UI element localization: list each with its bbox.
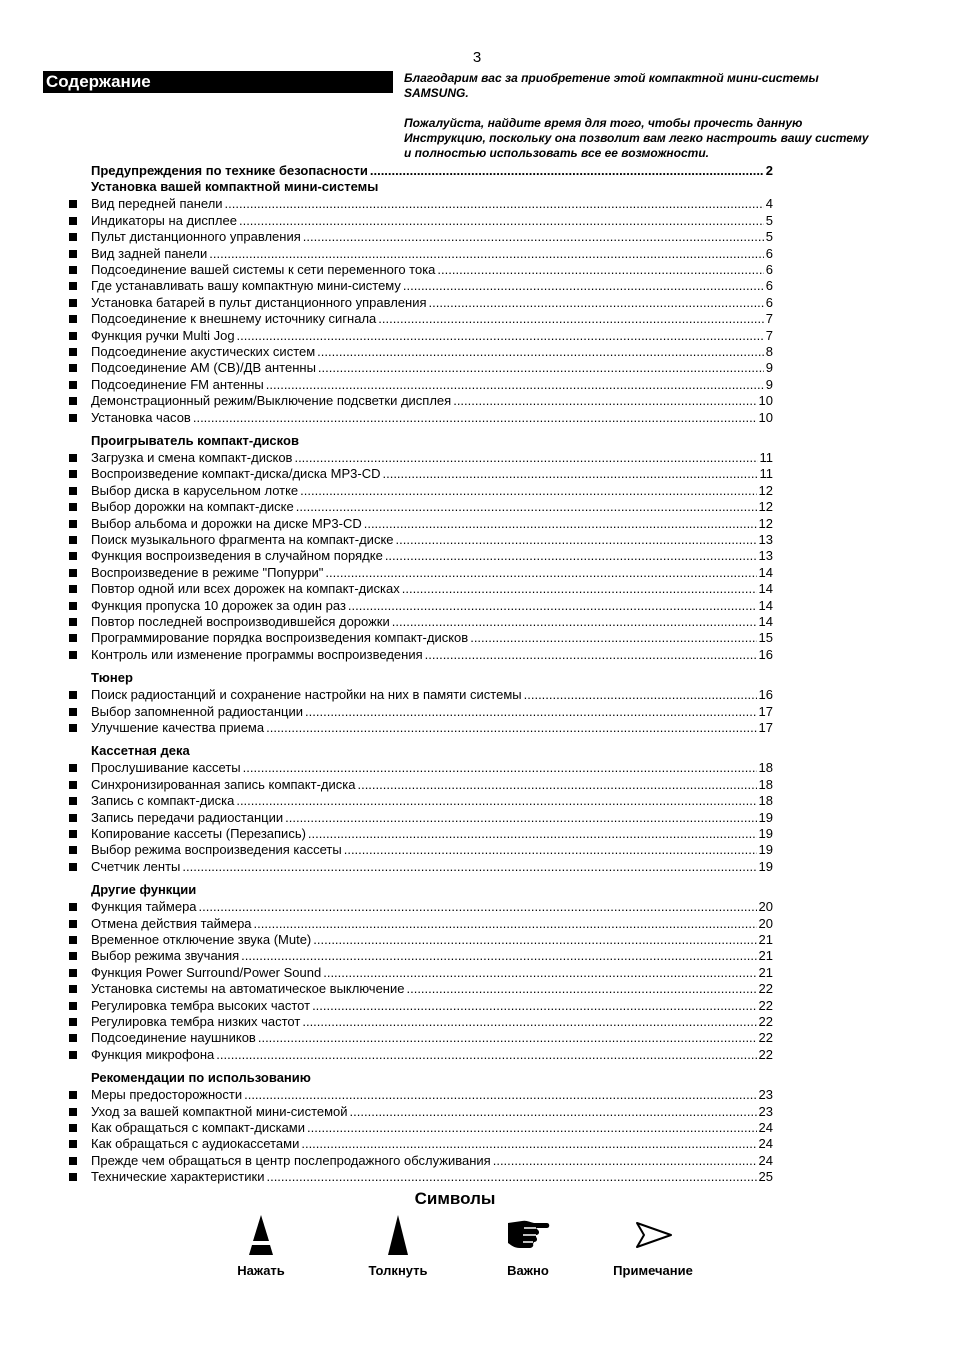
toc-entry-title: Установка часов [91, 409, 191, 425]
toc-page-number: 19 [758, 809, 773, 825]
toc-page-number: 7 [765, 311, 773, 327]
toc-entry-title: Пульт дистанционного управления [91, 229, 301, 245]
toc-section-heading: Проигрыватель компакт-дисков [91, 433, 299, 448]
toc-dot-leader [266, 720, 756, 736]
toc-page-number: 17 [758, 720, 773, 735]
intro-paragraph-1: Благодарим вас за приобретение этой компактной мини-системы SAMSUNG. [404, 71, 819, 100]
toc-dot-leader [429, 295, 764, 311]
toc-dot-leader [364, 516, 757, 532]
toc-entry [91, 548, 773, 564]
toc-entry-title: Функция ручки Multi Jog [91, 327, 235, 343]
toc-page-number: 18 [758, 793, 773, 809]
toc-entry [91, 965, 773, 981]
toc-page-number: 19 [758, 858, 773, 874]
toc-entry [91, 213, 773, 229]
press-icon [249, 1215, 273, 1257]
bullet-icon [69, 846, 77, 854]
page-title: Содержание [43, 71, 393, 93]
bullet-icon [69, 470, 77, 478]
push-icon [386, 1215, 410, 1257]
toc-dot-leader [254, 916, 757, 932]
bullet-icon [69, 781, 77, 789]
toc-entry-title: Уход за вашей компактной мини-системой [91, 1103, 348, 1119]
toc-entry-title: Выбор режима звучания [91, 948, 240, 964]
toc-page-number: 12 [758, 482, 773, 498]
bullet-icon [69, 585, 77, 593]
toc-page-number: 12 [758, 515, 773, 531]
toc-dot-leader [318, 360, 764, 376]
toc-entry-title: Подсоединение наушников [91, 1030, 256, 1046]
toc-entry-title: Установка системы на автоматическое выключение [91, 981, 405, 997]
bullet-icon [69, 920, 77, 928]
toc-dot-leader [239, 213, 764, 229]
bullet-icon [69, 814, 77, 822]
toc-dot-leader [437, 262, 763, 278]
toc-dot-leader [193, 410, 757, 426]
symbol-label-important: Важно [507, 1263, 549, 1278]
toc-entry [91, 1047, 773, 1063]
toc-entry [91, 196, 773, 212]
toc-dot-leader [244, 1087, 756, 1103]
toc-entry [91, 793, 773, 809]
bullet-icon [69, 233, 77, 241]
toc-page-number: 5 [765, 212, 773, 228]
toc-entry [91, 598, 773, 614]
toc-dot-leader [493, 1153, 757, 1169]
toc-page-number: 6 [765, 278, 773, 294]
bullet-icon [69, 969, 77, 977]
symbol-important [496, 1215, 560, 1278]
toc-entry-title: Выбор режима воспроизведения кассеты [91, 842, 342, 858]
toc-page-number: 21 [758, 932, 773, 947]
toc-dot-leader [258, 1030, 757, 1046]
toc-page-number: 9 [765, 376, 773, 392]
toc-entry [91, 1014, 773, 1030]
toc-entry [91, 262, 773, 278]
toc-entry [91, 565, 773, 581]
toc-entry-title: Контроль или изменение программы воспроизведения [91, 646, 423, 662]
bullet-icon [69, 1140, 77, 1148]
bullet-icon [69, 952, 77, 960]
toc-entry [91, 777, 773, 793]
toc-entry [91, 1153, 773, 1169]
bullet-icon [69, 618, 77, 626]
bullet-icon [69, 724, 77, 732]
toc-entry [91, 410, 773, 426]
toc-dot-leader [524, 687, 757, 703]
toc-page-number: 24 [758, 1120, 773, 1135]
toc-dot-leader [308, 826, 757, 842]
toc-dot-leader [323, 965, 756, 981]
toc-dot-leader [370, 163, 764, 179]
bullet-icon [69, 634, 77, 642]
toc-dot-leader [406, 981, 756, 997]
bullet-icon [69, 536, 77, 544]
toc-page-number: 16 [758, 687, 773, 703]
toc-entry [91, 704, 773, 720]
toc-page-number: 22 [758, 997, 773, 1013]
toc-entry-title: Воспроизведение компакт-диска/диска MP3-CD [91, 466, 381, 482]
toc-dot-leader [266, 1169, 756, 1185]
bullet-icon [69, 503, 77, 511]
toc-dot-leader [199, 899, 757, 915]
toc-entry-title: Как обращаться с аудиокассетами [91, 1136, 300, 1152]
toc-entry-title: Выбор альбома и дорожки на диске MP3-CD [91, 515, 362, 531]
toc-page-number: 24 [758, 1136, 773, 1152]
toc-entry-title: Подсоединение вашей системы к сети переменного тока [91, 262, 436, 277]
toc-entry-title: Счетчик ленты [91, 858, 181, 874]
bullet-icon [69, 985, 77, 993]
toc-dot-leader [313, 932, 756, 948]
toc-page-number: 10 [758, 409, 773, 425]
toc-entry [91, 466, 773, 482]
toc-page-number: 20 [758, 899, 773, 915]
toc-page-number: 10 [758, 393, 773, 409]
toc-page-number: 22 [758, 1046, 773, 1062]
toc-dot-leader [392, 614, 757, 630]
toc-page-number: 4 [765, 196, 773, 212]
bullet-icon [69, 487, 77, 495]
toc-entry [91, 859, 773, 875]
bullet-icon [69, 397, 77, 405]
bullet-icon [69, 764, 77, 772]
bullet-icon [69, 454, 77, 462]
toc-entry-title: Функция воспроизведения в случайном порядке [91, 548, 383, 564]
toc-entry-title: Копирование кассеты (Перезапись) [91, 826, 306, 841]
toc-section-heading: Рекомендации по использованию [91, 1070, 311, 1086]
bullet-icon [69, 299, 77, 307]
toc-dot-leader [307, 1120, 757, 1136]
bullet-icon [69, 520, 77, 528]
bullet-icon [69, 332, 77, 340]
toc-entry [91, 1104, 773, 1120]
toc-dot-leader [344, 842, 757, 858]
toc-entry [91, 760, 773, 776]
toc-dot-leader [209, 246, 763, 262]
toc-entry [91, 581, 773, 597]
toc-page-number: 6 [765, 245, 773, 261]
toc-entry [91, 328, 773, 344]
toc-entry [91, 948, 773, 964]
toc-entry-title: Технические характеристики [91, 1169, 265, 1185]
toc-entry [91, 1169, 773, 1185]
toc-page-number: 14 [758, 597, 773, 613]
bullet-icon [69, 282, 77, 290]
toc-entry [91, 499, 773, 515]
toc-entry-title: Подсоединение акустических систем [91, 344, 316, 359]
toc-entry [91, 278, 773, 294]
toc-dot-leader [243, 760, 757, 776]
toc-page-number: 17 [758, 703, 773, 719]
bullet-icon [69, 552, 77, 560]
toc-page-number: 19 [758, 842, 773, 858]
toc-page-number: 12 [758, 499, 773, 515]
bullet-icon [69, 414, 77, 422]
toc-entry-title: Прослушивание кассеты [91, 760, 241, 776]
bullet-icon [69, 863, 77, 871]
bullet-icon [69, 1108, 77, 1116]
toc-dot-leader [285, 810, 756, 826]
bullet-icon [69, 569, 77, 577]
toc-entry-title: Функция таймера [91, 899, 197, 915]
toc-entry-title: Демонстрационный режим/Выключение подсветки дисплея [91, 393, 452, 409]
toc-entry-title: Регулировка тембра высоких частот [91, 997, 311, 1013]
symbol-push [358, 1215, 438, 1278]
toc-entry [91, 311, 773, 327]
toc-page-number: 22 [758, 981, 773, 997]
toc-dot-leader [312, 998, 756, 1014]
toc-section-heading: Кассетная дека [91, 743, 190, 759]
toc-page-number: 9 [765, 360, 773, 376]
toc-section-heading: Установка вашей компактной мини-системы [91, 179, 379, 195]
toc-entry-title: Запись с компакт-диска [91, 793, 235, 809]
page-number: 3 [472, 49, 482, 66]
toc-dot-leader [453, 393, 756, 409]
toc-entry-title: Улучшение качества приема [91, 720, 265, 735]
bullet-icon [69, 651, 77, 659]
toc-entry-title: Подсоединение АМ (СВ)/ДВ антенны [91, 360, 316, 376]
toc-dot-leader [241, 948, 756, 964]
toc-dot-leader [357, 777, 756, 793]
toc-dot-leader [294, 450, 757, 466]
toc-entry-title: Вид передней панели [91, 196, 223, 212]
toc-entry-title: Поиск радиостанций и сохранение настройки на них в памяти системы [91, 687, 522, 703]
toc-dot-leader [402, 581, 757, 597]
toc-entry [91, 344, 773, 360]
toc-entry-title: Предупреждения по технике безопасности [91, 163, 368, 178]
toc-entry [91, 295, 773, 311]
toc-entry-title: Где устанавливать вашу компактную мини-систему [91, 278, 401, 294]
toc-entry [91, 532, 773, 548]
bullet-icon [69, 903, 77, 911]
toc-entry [91, 360, 773, 376]
bullet-icon [69, 217, 77, 225]
toc-dot-leader [403, 278, 764, 294]
toc-entry [91, 483, 773, 499]
toc-entry-title: Регулировка тембра низких частот [91, 1014, 301, 1029]
toc-page-number: 14 [758, 581, 773, 597]
symbol-press [226, 1215, 296, 1278]
symbol-label-push: Толкнуть [368, 1263, 428, 1278]
toc-page-number: 19 [758, 826, 773, 841]
toc-entry [91, 720, 773, 736]
toc-entry [91, 981, 773, 997]
toc-entry [91, 393, 773, 409]
toc-dot-leader [350, 1104, 757, 1120]
toc-page-number: 11 [759, 466, 773, 482]
toc-dot-leader [296, 499, 757, 515]
toc-page-number: 14 [758, 614, 773, 629]
toc-section-heading: Тюнер [91, 670, 133, 686]
toc-entry [91, 163, 773, 179]
toc-entry-title: Программирование порядка воспроизведения компакт-дисков [91, 630, 469, 646]
toc-entry-title: Синхронизированная запись компакт-диска [91, 776, 356, 792]
toc-entry-title: Поиск музыкального фрагмента на компакт-диске [91, 532, 394, 547]
bullet-icon [69, 797, 77, 805]
toc-entry-title: Выбор запомненной радиостанции [91, 703, 304, 719]
toc-page-number: 23 [758, 1103, 773, 1119]
toc-entry [91, 842, 773, 858]
toc-entry [91, 1087, 773, 1103]
toc-entry-title: Функция Power Surround/Power Sound [91, 964, 322, 980]
bullet-icon [69, 1124, 77, 1132]
toc-page-number: 21 [758, 948, 773, 964]
toc-entry-title: Функция микрофона [91, 1046, 215, 1062]
toc-entry [91, 647, 773, 663]
symbols-title: Символы [414, 1189, 496, 1208]
toc-entry [91, 450, 773, 466]
toc-entry-title: Повтор последней воспроизводившейся дорожки [91, 614, 390, 629]
toc-page-number: 25 [758, 1169, 773, 1185]
toc-entry-title: Временное отключение звука (Mute) [91, 932, 312, 947]
toc-dot-leader [300, 483, 756, 499]
symbol-note [603, 1215, 703, 1278]
toc-entry-title: Повтор одной или всех дорожек на компакт-дисках [91, 581, 400, 597]
symbol-label-press: Нажать [237, 1263, 285, 1278]
toc-page-number: 24 [758, 1152, 773, 1168]
toc-page-number: 8 [765, 344, 773, 359]
toc-entry-title: Установка батарей в пульт дистанционного управления [91, 294, 427, 310]
toc-page-number: 16 [758, 646, 773, 662]
toc-page-number: 15 [758, 630, 773, 646]
toc-entry [91, 810, 773, 826]
bullet-icon [69, 1173, 77, 1181]
toc-entry-title: Меры предосторожности [91, 1087, 243, 1103]
bullet-icon [69, 708, 77, 716]
toc-entry [91, 229, 773, 245]
bullet-icon [69, 602, 77, 610]
toc-entry-title: Подсоединение к внешнему источнику сигнала [91, 311, 377, 327]
toc-dot-leader [216, 1047, 756, 1063]
bullet-icon [69, 1051, 77, 1059]
toc-entry [91, 614, 773, 630]
bullet-icon [69, 1157, 77, 1165]
bullet-icon [69, 691, 77, 699]
bullet-icon [69, 1091, 77, 1099]
toc-dot-leader [266, 377, 764, 393]
toc-dot-leader [236, 793, 756, 809]
bullet-icon [69, 1002, 77, 1010]
bullet-icon [69, 936, 77, 944]
toc-page-number: 20 [758, 915, 773, 931]
toc-entry [91, 1030, 773, 1046]
toc-entry [91, 899, 773, 915]
toc-dot-leader [302, 1014, 756, 1030]
toc-dot-leader [382, 466, 757, 482]
toc-page-number: 5 [765, 229, 773, 245]
toc-dot-leader [348, 598, 757, 614]
toc-page-number: 22 [758, 1030, 773, 1046]
toc-dot-leader [470, 630, 756, 646]
symbol-label-note: Примечание [613, 1263, 693, 1278]
bullet-icon [69, 364, 77, 372]
toc-page-number: 23 [758, 1087, 773, 1103]
bullet-icon [69, 1018, 77, 1026]
toc-page-number: 7 [765, 327, 773, 343]
toc-entry [91, 377, 773, 393]
toc-dot-leader [396, 532, 757, 548]
intro-paragraph-2: Пожалуйста, найдите время для того, чтобы прочесть данную Инструкцию, поскольку она позволит вам легко настроить вашу систему и полностью использовать все ее возможности. [404, 116, 869, 160]
toc-page-number: 21 [758, 964, 773, 980]
toc-page-number: 14 [758, 564, 773, 580]
toc-entry [91, 998, 773, 1014]
toc-page-number: 6 [765, 294, 773, 310]
toc-dot-leader [317, 344, 764, 360]
toc-entry-title: Выбор дорожки на компакт-диске [91, 499, 294, 515]
toc-entry-title: Как обращаться с компакт-дисками [91, 1120, 306, 1135]
toc-entry-title: Прежде чем обращаться в центр послепродажного обслуживания [91, 1152, 491, 1168]
toc-dot-leader [325, 565, 756, 581]
bullet-icon [69, 200, 77, 208]
toc-page-number: 18 [758, 776, 773, 792]
toc-dot-leader [303, 229, 764, 245]
toc-entry-title: Запись передачи радиостанции [91, 809, 284, 825]
toc-entry [91, 246, 773, 262]
note-arrow-icon [631, 1215, 675, 1257]
toc-dot-leader [225, 196, 764, 212]
toc-entry-title: Вид задней панели [91, 245, 208, 261]
toc-entry [91, 1136, 773, 1152]
toc-entry-title: Индикаторы на дисплее [91, 212, 237, 228]
bullet-icon [69, 348, 77, 356]
toc-entry-title: Отмена действия таймера [91, 915, 252, 931]
pointing-hand-icon [506, 1215, 550, 1257]
toc-entry [91, 916, 773, 932]
toc-dot-leader [378, 311, 763, 327]
toc-page-number: 2 [765, 163, 773, 178]
toc-page-number: 18 [758, 760, 773, 776]
bullet-icon [69, 315, 77, 323]
toc-page-number: 11 [759, 450, 773, 465]
bullet-icon [69, 250, 77, 258]
toc-entry [91, 630, 773, 646]
toc-entry [91, 1120, 773, 1136]
toc-entry [91, 516, 773, 532]
toc-dot-leader [385, 548, 757, 564]
bullet-icon [69, 830, 77, 838]
bullet-icon [69, 381, 77, 389]
toc-page-number: 13 [758, 548, 773, 564]
bullet-icon [69, 1034, 77, 1042]
toc-section-heading: Другие функции [91, 882, 197, 898]
toc-entry-title: Загрузка и смена компакт-дисков [91, 450, 293, 465]
toc-dot-leader [237, 328, 764, 344]
toc-page-number: 22 [758, 1014, 773, 1029]
toc-dot-leader [301, 1136, 756, 1152]
bullet-icon [69, 266, 77, 274]
toc-dot-leader [182, 859, 756, 875]
toc-dot-leader [305, 704, 757, 720]
toc-page-number: 6 [765, 262, 773, 277]
toc-page-number: 13 [758, 532, 773, 547]
toc-entry [91, 932, 773, 948]
toc-entry [91, 826, 773, 842]
toc-entry [91, 687, 773, 703]
toc-entry-title: Функция пропуска 10 дорожек за один раз [91, 597, 346, 613]
toc-entry-title: Подсоединение FM антенны [91, 376, 264, 392]
toc-dot-leader [425, 647, 757, 663]
toc-entry-title: Воспроизведение в режиме "Попурри" [91, 564, 324, 580]
toc-entry-title: Выбор диска в карусельном лотке [91, 482, 299, 498]
